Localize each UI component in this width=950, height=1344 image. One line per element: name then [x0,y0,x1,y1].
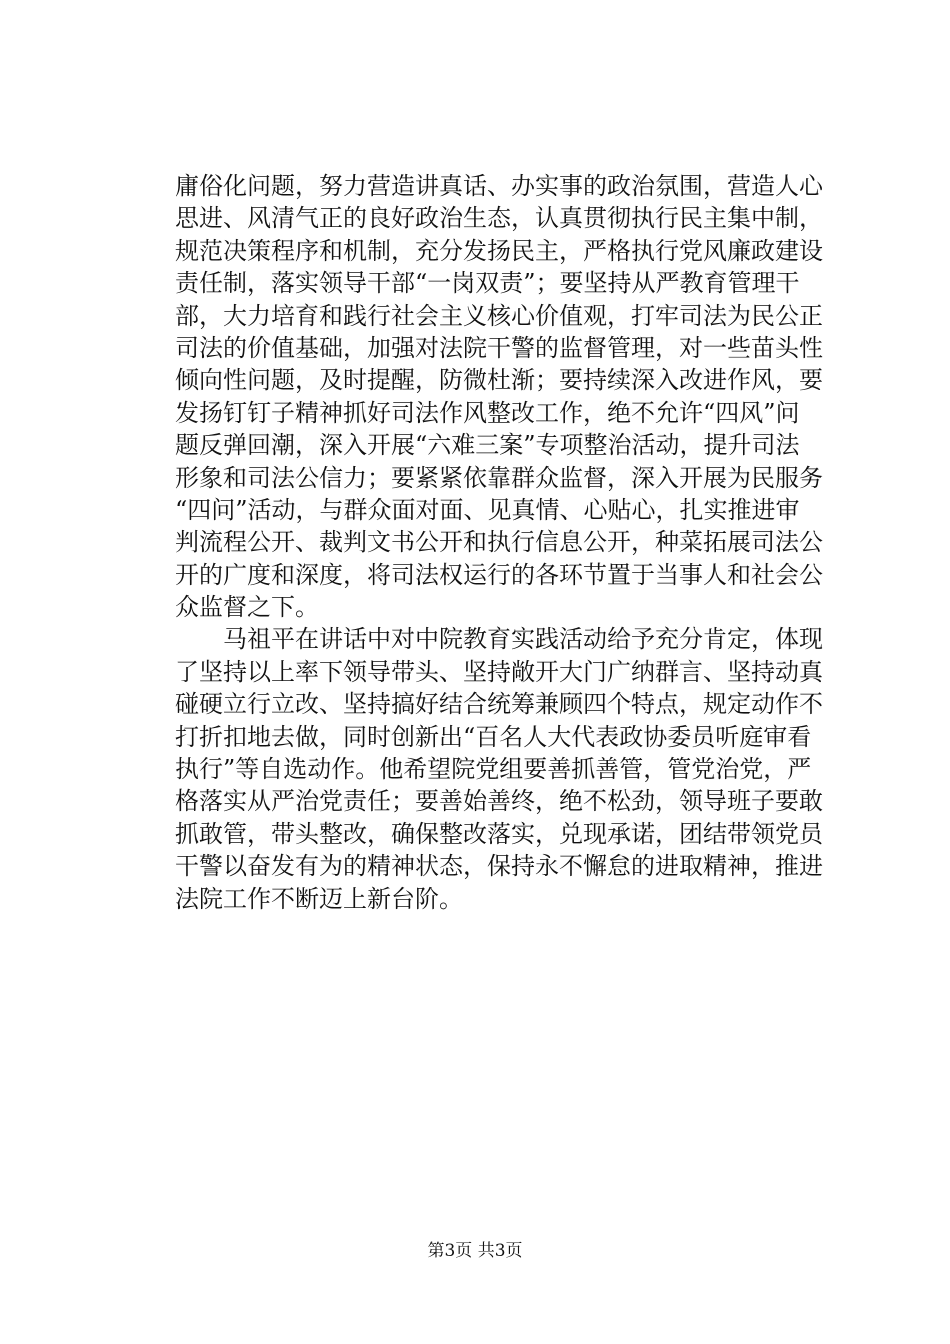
text-line: 发扬钉钉子精神抓好司法作风整改工作，绝不允许“四风”问 [175,398,800,427]
text-line: 了坚持以上率下领导带头、坚持敞开大门广纳群言、坚持动真 [175,657,823,686]
text-line: 形象和司法公信力；要紧紧依靠群众监督，深入开展为民服务 [175,463,823,492]
document-body [175,170,823,915]
text-line: 干警以奋发有为的精神状态，保持永不懈怠的进取精神，推进 [175,852,823,881]
text-line: 倾向性问题，及时提醒，防微杜渐；要持续深入改进作风，要 [175,366,823,395]
text-line: 抓敢管，带头整改，确保整改落实，兑现承诺，团结带领党员 [175,819,823,848]
text-line: 思进、风清气正的良好政治生态，认真贯彻执行民主集中制， [175,204,823,233]
text-line: 格落实从严治党责任；要善始善终，绝不松劲，领导班子要敢 [175,787,823,816]
text-line: 司法的价值基础，加强对法院干警的监督管理，对一些苗头性 [175,333,823,362]
text-line: 碰硬立行立改、坚持搞好结合统筹兼顾四个特点，规定动作不 [175,690,823,719]
page-number-footer: 第3页 共3页 [427,1241,523,1261]
text-line: “四问”活动，与群众面对面、见真情、心贴心，扎实推进审 [175,495,800,524]
paragraph-1 [175,170,823,623]
text-line: 庸俗化问题，努力营造讲真话、办实事的政治氛围，营造人心 [175,172,823,200]
text-line: 打折扣地去做，同时创新出“百名人大代表政协委员听庭审看 [175,722,812,751]
text-line: 众监督之下。 [175,593,319,622]
text-line: 规范决策程序和机制，充分发扬民主，严格执行党风廉政建设 [175,236,823,265]
text-line: 部，大力培育和践行社会主义核心价值观，打牢司法为民公正 [175,301,823,330]
paragraph-2 [175,623,823,915]
text-line: 法院工作不断迈上新台阶。 [175,884,463,913]
text-line: 题反弹回潮，深入开展“六难三案”专项整治活动，提升司法 [175,431,800,460]
text-line: 执行”等自选动作。他希望院党组要善抓善管，管党治党，严 [175,755,812,784]
text-line: 责任制，落实领导干部“一岗双责”；要坚持从严教育管理干 [175,269,800,298]
text-line: 判流程公开、裁判文书公开和执行信息公开，种菜拓展司法公 [175,528,823,557]
text-line: 开的广度和深度，将司法权运行的各环节置于当事人和社会公 [175,560,823,589]
text-line: 马祖平在讲话中对中院教育实践活动给予充分肯定，体现 [223,625,823,654]
